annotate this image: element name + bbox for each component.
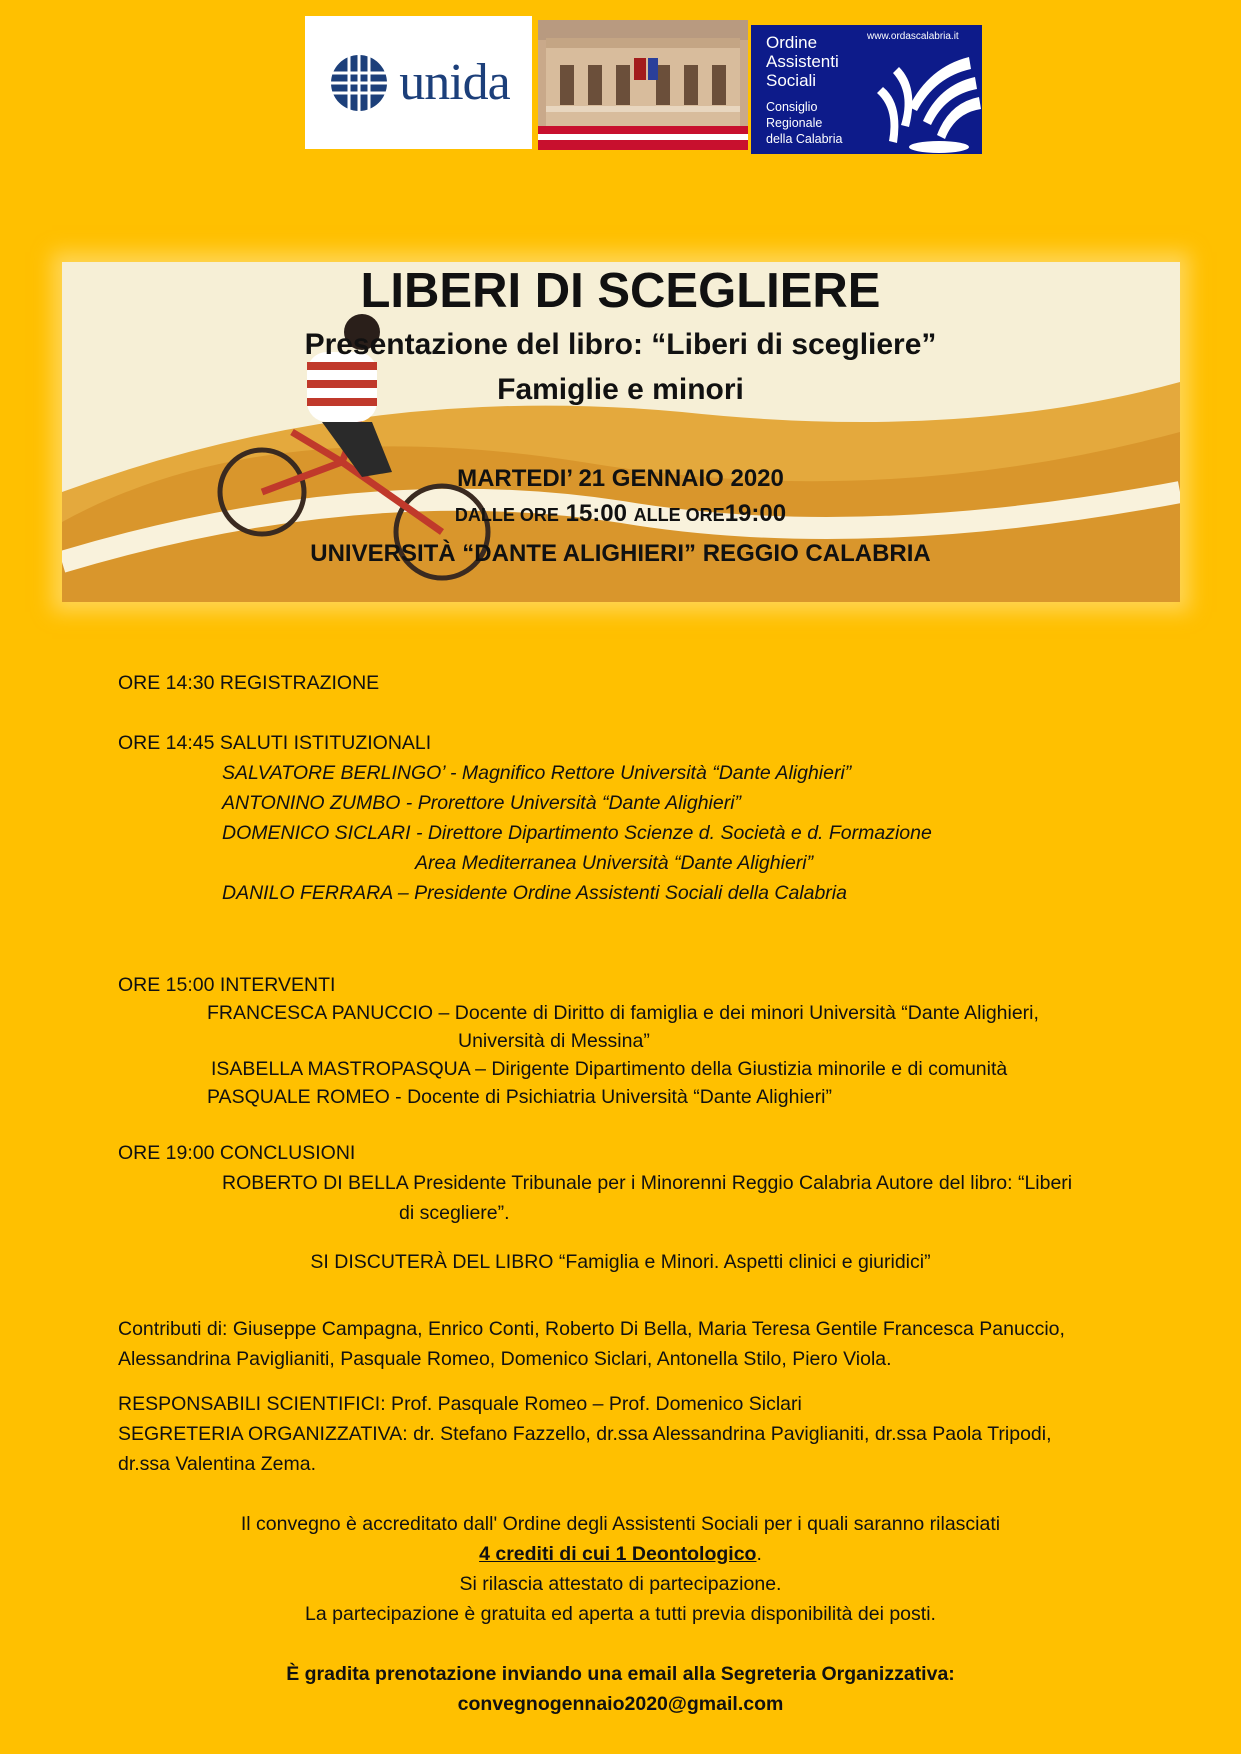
saluti-item: ANTONINO ZUMBO - Prorettore Università “Dante Alighieri” [222, 792, 742, 814]
program-interventi-heading: ORE 15:00 INTERVENTI [118, 974, 336, 996]
university-building-photo [538, 20, 748, 150]
ordine-assistenti-sociali-logo [751, 25, 982, 154]
event-title: LIBERI DI SCEGLIERE [360, 264, 881, 318]
event-time: DALLE ORE 15:00 ALLE ORE19:00 [454, 500, 787, 527]
event-subtitle: Presentazione del libro: “Liberi di scegliere” [304, 328, 937, 361]
accreditation-note: Il convegno è accreditato dall' Ordine degli Assistenti Sociali per i quali saranno rilasciati [240, 1513, 1001, 1535]
oas-council: Consiglio Regionale della Calabria [766, 100, 843, 146]
oas-name: Ordine Assistenti Sociali [766, 33, 839, 90]
interventi-item: Università di Messina” [458, 1030, 650, 1052]
contributors: Alessandrina Paviglianiti, Pasquale Romeo, Domenico Siclari, Antonella Stilo, Piero Viola. [118, 1348, 892, 1370]
contributors: Contributi di: Giuseppe Campagna, Enrico Conti, Roberto Di Bella, Maria Teresa Gentile Francesca Panuccio, [118, 1318, 1065, 1340]
book-discussion: SI DISCUTERÀ DEL LIBRO “Famiglia e Minori. Aspetti clinici e giuridici” [310, 1251, 931, 1273]
program-conclusioni-heading: ORE 19:00 CONCLUSIONI [118, 1142, 356, 1164]
scientific-managers: RESPONSABILI SCIENTIFICI: Prof. Pasquale Romeo – Prof. Domenico Siclari [118, 1393, 802, 1415]
booking-note: È gradita prenotazione inviando una email alla Segreteria Organizzativa: [286, 1663, 955, 1685]
saluti-item: DOMENICO SICLARI - Direttore Dipartimento Scienze d. Società e d. Formazione [222, 822, 932, 844]
oas-website: www.ordascalabria.it [867, 31, 959, 42]
credits-count: 4 crediti di cui 1 Deontologico. [479, 1543, 762, 1565]
event-date: MARTEDI’ 21 GENNAIO 2020 [457, 465, 784, 492]
booking-email[interactable]: convegnogennaio2020@gmail.com [457, 1693, 784, 1715]
organizing-secretariat: dr.ssa Valentina Zema. [118, 1453, 316, 1475]
unida-logo [305, 16, 532, 149]
participation-note: La partecipazione è gratuita ed aperta a tutti previa disponibilità dei posti. [305, 1603, 936, 1625]
saluti-item: SALVATORE BERLINGO’ - Magnifico Rettore Università “Dante Alighieri” [222, 762, 852, 784]
event-subtitle-2: Famiglie e minori [497, 373, 744, 406]
saluti-item: Area Mediterranea Università “Dante Alighieri” [415, 852, 814, 874]
conclusioni-item: di scegliere”. [399, 1202, 510, 1224]
globe-icon [327, 51, 391, 115]
program-saluti-heading: ORE 14:45 SALUTI ISTITUZIONALI [118, 732, 432, 754]
spiral-emblem-icon [869, 47, 982, 154]
organizing-secretariat: SEGRETERIA ORGANIZZATIVA: dr. Stefano Fazzello, dr.ssa Alessandrina Paviglianiti, dr.ssa Paola Tripodi, [118, 1423, 1052, 1445]
program-registration: ORE 14:30 REGISTRAZIONE [118, 672, 380, 694]
unida-wordmark: unida [399, 54, 510, 111]
event-place: UNIVERSITÀ “DANTE ALIGHIERI” REGGIO CALABRIA [310, 540, 931, 567]
interventi-item: PASQUALE ROMEO - Docente di Psichiatria Università “Dante Alighieri” [207, 1086, 832, 1108]
conclusioni-item: ROBERTO DI BELLA Presidente Tribunale per i Minorenni Reggio Calabria Autore del libro: “Liberi [222, 1172, 1073, 1194]
interventi-item: FRANCESCA PANUCCIO – Docente di Diritto di famiglia e dei minori Università “Dante Alighieri, [207, 1002, 1039, 1024]
interventi-item: ISABELLA MASTROPASQUA – Dirigente Dipartimento della Giustizia minorile e di comunità [211, 1058, 1008, 1080]
saluti-item: DANILO FERRARA – Presidente Ordine Assistenti Sociali della Calabria [222, 882, 847, 904]
attendance-certificate: Si rilascia attestato di partecipazione. [459, 1573, 782, 1595]
